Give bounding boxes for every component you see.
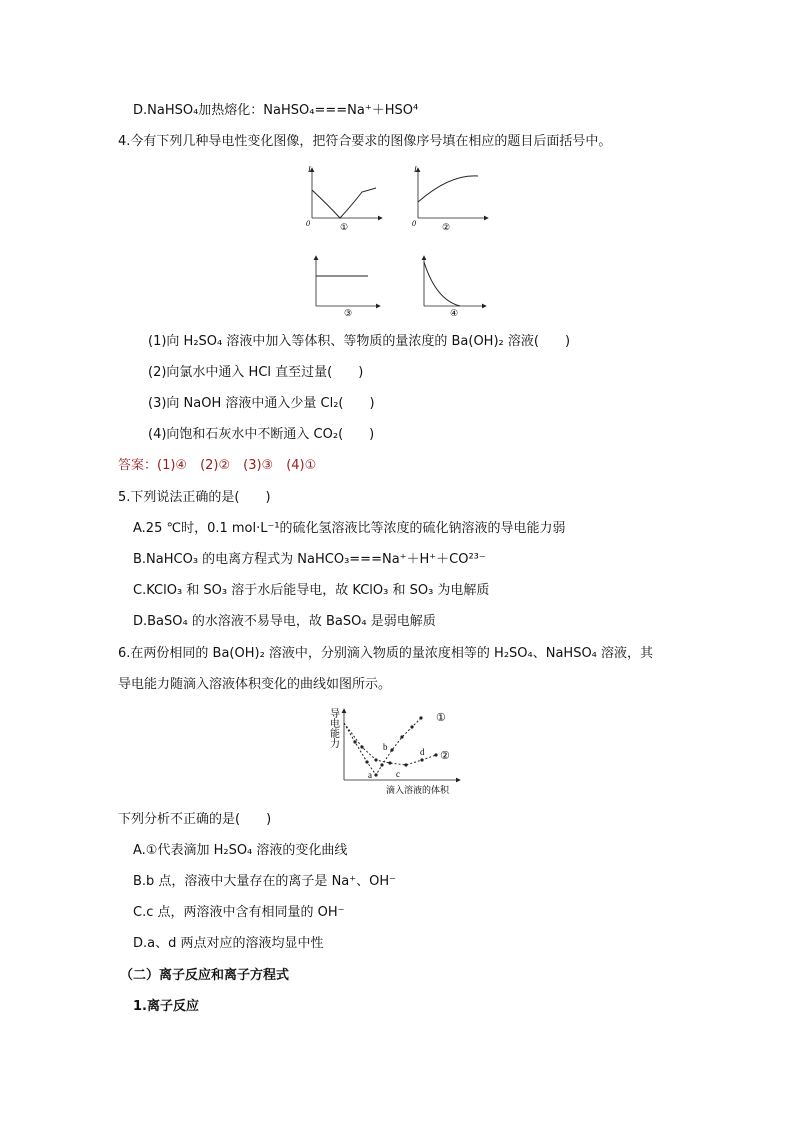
q5-option-a: A.25 ℃时，0.1 mol·L⁻¹的硫化氢溶液比等浓度的硫化钠溶液的导电能力弱 <box>133 521 566 536</box>
q6-point-b: b <box>383 742 388 752</box>
q4-item-1: (1)向 H₂SO₄ 溶液中加入等体积、等物质的量浓度的 Ba(OH)₂ 溶液( ) <box>148 334 571 349</box>
q5-stem: 5.下列说法正确的是( ) <box>118 490 271 505</box>
graph-1-label: ① <box>340 222 349 232</box>
section-title: （二）离子反应和离子方程式 <box>120 968 290 983</box>
q6-ylabel-1: 导 <box>330 709 340 720</box>
q4-answer: 答案：(1)④ (2)② (3)③ (4)① <box>118 458 317 473</box>
q6-ylabel-3: 能 <box>330 729 340 740</box>
q6-point-d: d <box>420 747 425 757</box>
q6-stem-line1: 6.在两份相同的 Ba(OH)₂ 溶液中，分别滴入物质的量浓度相等的 H₂SO₄、NaHSO₄ 溶液，其 <box>118 646 654 661</box>
graph-2-origin: 0 <box>412 219 416 228</box>
q6-chart <box>310 705 480 797</box>
q6-option-a: A.①代表滴加 H₂SO₄ 溶液的变化曲线 <box>133 843 348 858</box>
graph-2-label: ② <box>442 222 451 232</box>
q5-option-b: B.NaHCO₃ 的电离方程式为 NaHCO₃===Na⁺＋H⁺＋CO²³⁻ <box>133 552 486 567</box>
section-subtitle: 1.离子反应 <box>133 999 199 1014</box>
q4-item-4: (4)向饱和石灰水中不断通入 CO₂( ) <box>148 427 375 442</box>
q4-item-3: (3)向 NaOH 溶液中通入少量 Cl₂( ) <box>148 396 375 411</box>
q6-ylabel-2: 电 <box>330 719 340 730</box>
q6-option-b: B.b 点，溶液中大量存在的离子是 Na⁺、OH⁻ <box>133 874 396 889</box>
q6-curve-1-points <box>353 716 422 776</box>
q6-point-c: c <box>396 769 400 779</box>
q4-stem: 4.今有下列几种导电性变化图像，把符合要求的图像序号填在相应的题目后面括号中。 <box>118 134 612 149</box>
graph-4-label: ④ <box>450 308 459 318</box>
graph-1 <box>306 165 382 232</box>
q6-question: 下列分析不正确的是( ) <box>118 812 272 827</box>
graph-2 <box>412 165 488 232</box>
q6-option-d: D.a、d 两点对应的溶液均显中性 <box>133 936 324 951</box>
graph-1-origin: 0 <box>306 219 310 228</box>
q4-graphs <box>300 160 500 320</box>
q6-point-a: a <box>368 770 372 780</box>
q6-curve-label-1: ① <box>436 712 446 724</box>
q4-item-2: (2)向氯水中通入 HCl 直至过量( ) <box>148 365 364 380</box>
q3-option-d: D.NaHSO₄加热熔化：NaHSO₄===Na⁺＋HSO⁴ <box>133 103 419 118</box>
graph-2-axis-label: I <box>414 165 417 174</box>
graph-3 <box>316 256 380 318</box>
q6-curve-2-points <box>360 745 437 766</box>
q6-curve-label-2: ② <box>440 750 450 762</box>
q6-ylabel-4: 力 <box>330 739 340 750</box>
q6-stem-line2: 导电能力随滴入溶液体积变化的曲线如图所示。 <box>118 677 392 692</box>
graph-1-axis-label: I <box>308 165 311 174</box>
q5-option-d: D.BaSO₄ 的水溶液不易导电，故 BaSO₄ 是弱电解质 <box>133 614 436 629</box>
q6-xlabel: 滴入溶液的体积 <box>386 785 450 795</box>
graph-4 <box>424 256 486 318</box>
q6-option-c: C.c 点，两溶液中含有相同量的 OH⁻ <box>133 905 345 920</box>
q5-option-c: C.KClO₃ 和 SO₃ 溶于水后能导电，故 KClO₃ 和 SO₃ 为电解质 <box>133 583 490 598</box>
graph-3-label: ③ <box>344 308 353 318</box>
